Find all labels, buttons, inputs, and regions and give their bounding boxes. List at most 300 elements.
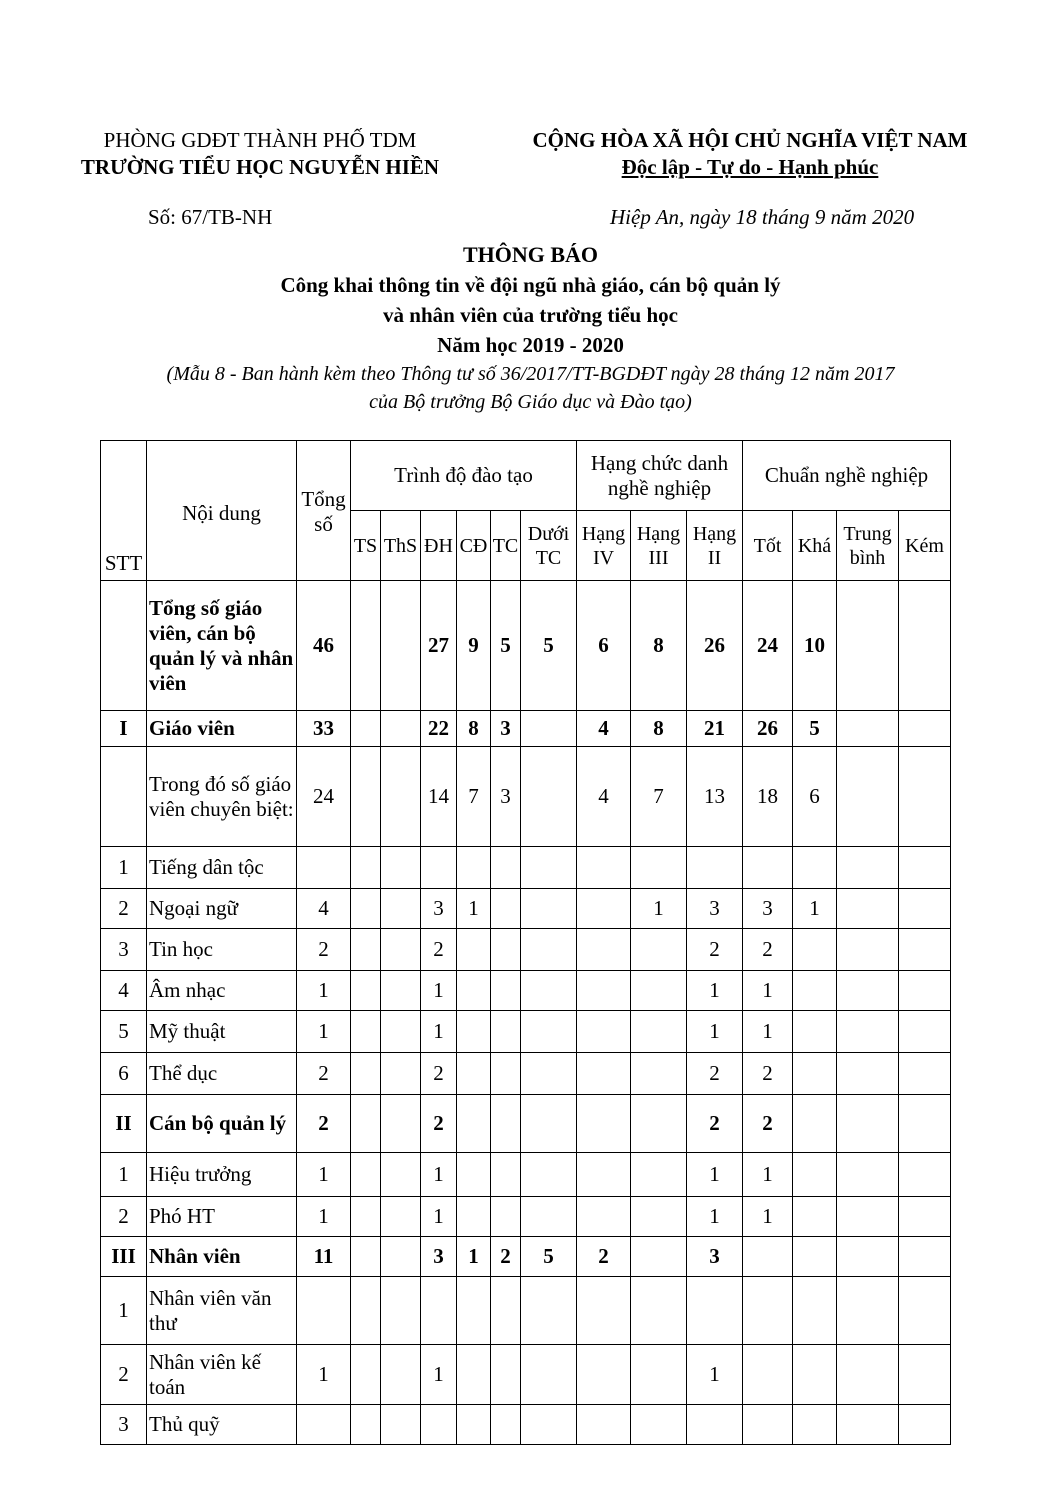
value-cell — [899, 1153, 951, 1197]
value-cell — [837, 1237, 899, 1277]
stt-cell: 6 — [101, 1053, 147, 1095]
table-row — [101, 889, 951, 929]
value-cell: 5 — [491, 581, 521, 711]
subheader-cell: ThS — [381, 511, 421, 581]
content-cell: Mỹ thuật — [147, 1011, 297, 1053]
document-number: Số: 67/TB-NH — [148, 205, 273, 229]
value-cell — [521, 1053, 577, 1095]
table-row — [101, 847, 951, 889]
value-cell: 1 — [743, 1197, 793, 1237]
value-cell — [837, 1053, 899, 1095]
stt-cell: 2 — [101, 889, 147, 929]
value-cell — [457, 1405, 491, 1445]
value-cell: 2 — [297, 1095, 351, 1153]
value-cell: 8 — [457, 711, 491, 747]
value-cell — [577, 929, 631, 971]
value-cell — [381, 711, 421, 747]
value-cell — [297, 1277, 351, 1345]
content-cell: Hiệu trưởng — [147, 1153, 297, 1197]
table-row — [101, 1197, 951, 1237]
value-cell — [351, 847, 381, 889]
subtitle-line-2: và nhân viên của trường tiểu học — [383, 303, 678, 327]
value-cell: 26 — [743, 711, 793, 747]
value-cell: 1 — [687, 1011, 743, 1053]
value-cell — [457, 1153, 491, 1197]
content-cell: Phó HT — [147, 1197, 297, 1237]
header-training: Trình độ đào tạo — [351, 441, 577, 511]
value-cell — [793, 1237, 837, 1277]
table-row — [101, 711, 951, 747]
stt-cell — [101, 581, 147, 711]
value-cell: 21 — [687, 711, 743, 747]
value-cell: 2 — [421, 929, 457, 971]
value-cell — [381, 1277, 421, 1345]
value-cell: 1 — [743, 1153, 793, 1197]
value-cell — [491, 1153, 521, 1197]
value-cell — [351, 971, 381, 1011]
stt-cell: 2 — [101, 1345, 147, 1405]
value-cell — [577, 1053, 631, 1095]
value-cell: 6 — [793, 747, 837, 847]
value-cell — [577, 847, 631, 889]
value-cell — [491, 889, 521, 929]
value-cell — [899, 1197, 951, 1237]
value-cell: 13 — [687, 747, 743, 847]
value-cell: 46 — [297, 581, 351, 711]
value-cell: 26 — [687, 581, 743, 711]
value-cell: 1 — [631, 889, 687, 929]
value-cell: 1 — [743, 971, 793, 1011]
value-cell — [491, 1405, 521, 1445]
value-cell — [381, 1153, 421, 1197]
agency-header — [50, 127, 470, 181]
value-cell — [491, 1277, 521, 1345]
value-cell — [491, 1345, 521, 1405]
value-cell — [743, 1405, 793, 1445]
value-cell: 4 — [577, 747, 631, 847]
value-cell — [793, 1011, 837, 1053]
value-cell: 18 — [743, 747, 793, 847]
table-row — [101, 1095, 951, 1153]
value-cell: 2 — [421, 1095, 457, 1153]
value-cell — [521, 1345, 577, 1405]
header-standard: Chuẩn nghề nghiệp — [743, 441, 951, 511]
content-cell: Tin học — [147, 929, 297, 971]
value-cell — [837, 971, 899, 1011]
value-cell — [577, 1345, 631, 1405]
subheader-cell: Hạng II — [687, 511, 743, 581]
value-cell — [381, 1095, 421, 1153]
value-cell: 4 — [297, 889, 351, 929]
value-cell: 2 — [743, 1095, 793, 1153]
value-cell — [381, 847, 421, 889]
value-cell — [521, 847, 577, 889]
value-cell: 10 — [793, 581, 837, 711]
value-cell — [457, 971, 491, 1011]
content-cell: Thể dục — [147, 1053, 297, 1095]
country-name: CỘNG HÒA XÃ HỘI CHỦ NGHĨA VIỆT NAM — [532, 128, 968, 152]
content-cell: Âm nhạc — [147, 971, 297, 1011]
value-cell — [837, 847, 899, 889]
value-cell: 3 — [421, 1237, 457, 1277]
title-block — [0, 240, 1061, 416]
stt-cell: I — [101, 711, 147, 747]
value-cell: 2 — [297, 1053, 351, 1095]
content-cell: Tiếng dân tộc — [147, 847, 297, 889]
value-cell — [457, 1011, 491, 1053]
value-cell: 1 — [421, 1011, 457, 1053]
table-row — [101, 929, 951, 971]
page-title: THÔNG BÁO — [462, 242, 599, 267]
value-cell: 1 — [687, 1345, 743, 1405]
value-cell — [351, 1011, 381, 1053]
value-cell — [521, 889, 577, 929]
value-cell: 1 — [421, 1153, 457, 1197]
value-cell — [351, 1153, 381, 1197]
value-cell — [351, 711, 381, 747]
value-cell — [837, 1011, 899, 1053]
value-cell: 2 — [687, 1095, 743, 1153]
motto: Độc lập - Tự do - Hạnh phúc — [621, 155, 879, 179]
value-cell: 3 — [491, 747, 521, 847]
value-cell — [351, 1405, 381, 1445]
table-row — [101, 1345, 951, 1405]
value-cell — [631, 1095, 687, 1153]
value-cell — [381, 1197, 421, 1237]
value-cell: 6 — [577, 581, 631, 711]
value-cell: 3 — [743, 889, 793, 929]
value-cell: 3 — [421, 889, 457, 929]
stt-cell: 3 — [101, 929, 147, 971]
value-cell — [631, 1237, 687, 1277]
value-cell — [631, 1053, 687, 1095]
value-cell — [457, 1345, 491, 1405]
value-cell — [837, 1197, 899, 1237]
value-cell: 22 — [421, 711, 457, 747]
value-cell: 2 — [491, 1237, 521, 1277]
value-cell — [899, 1237, 951, 1277]
value-cell — [491, 1011, 521, 1053]
value-cell — [631, 929, 687, 971]
value-cell — [381, 889, 421, 929]
content-cell: Trong đó số giáo viên chuyên biệt: — [147, 747, 297, 847]
value-cell — [631, 847, 687, 889]
value-cell — [631, 1345, 687, 1405]
value-cell: 24 — [297, 747, 351, 847]
value-cell — [491, 847, 521, 889]
value-cell — [899, 1095, 951, 1153]
value-cell — [687, 1405, 743, 1445]
value-cell — [351, 889, 381, 929]
value-cell — [577, 1197, 631, 1237]
value-cell: 1 — [457, 889, 491, 929]
value-cell: 27 — [421, 581, 457, 711]
value-cell — [457, 929, 491, 971]
table-row — [101, 1277, 951, 1345]
value-cell — [793, 1153, 837, 1197]
value-cell — [577, 889, 631, 929]
value-cell — [381, 581, 421, 711]
value-cell: 33 — [297, 711, 351, 747]
value-cell — [457, 1053, 491, 1095]
value-cell — [521, 1277, 577, 1345]
value-cell: 8 — [631, 581, 687, 711]
value-cell — [899, 1053, 951, 1095]
table-row — [101, 581, 951, 711]
value-cell — [631, 1153, 687, 1197]
value-cell: 2 — [743, 1053, 793, 1095]
value-cell — [837, 889, 899, 929]
note-line-2: của Bộ trưởng Bộ Giáo dục và Đào tạo) — [369, 391, 692, 413]
value-cell — [577, 1011, 631, 1053]
value-cell — [521, 1405, 577, 1445]
subheader-cell: ĐH — [421, 511, 457, 581]
value-cell: 2 — [297, 929, 351, 971]
value-cell: 1 — [297, 1197, 351, 1237]
value-cell — [743, 1237, 793, 1277]
value-cell: 11 — [297, 1237, 351, 1277]
stt-cell — [101, 747, 147, 847]
value-cell — [351, 581, 381, 711]
value-cell: 1 — [421, 971, 457, 1011]
value-cell — [631, 1277, 687, 1345]
value-cell: 7 — [631, 747, 687, 847]
value-cell — [793, 1095, 837, 1153]
value-cell — [491, 1197, 521, 1237]
value-cell — [297, 1405, 351, 1445]
value-cell — [457, 847, 491, 889]
value-cell — [837, 1345, 899, 1405]
value-cell — [899, 847, 951, 889]
value-cell — [381, 1011, 421, 1053]
value-cell: 14 — [421, 747, 457, 847]
value-cell — [793, 929, 837, 971]
content-cell: Ngoại ngữ — [147, 889, 297, 929]
stt-cell: 4 — [101, 971, 147, 1011]
value-cell — [577, 1277, 631, 1345]
subheader-cell: Kém — [899, 511, 951, 581]
national-header — [500, 127, 1000, 181]
content-cell: Thủ quỹ — [147, 1405, 297, 1445]
value-cell: 3 — [687, 889, 743, 929]
value-cell — [421, 847, 457, 889]
value-cell — [457, 1277, 491, 1345]
subheader-cell: Khá — [793, 511, 837, 581]
value-cell — [899, 1345, 951, 1405]
value-cell — [297, 847, 351, 889]
staff-table — [100, 440, 951, 1445]
school-name: TRƯỜNG TIỂU HỌC NGUYỄN HIỀN — [80, 155, 440, 179]
value-cell — [837, 1095, 899, 1153]
value-cell: 24 — [743, 581, 793, 711]
value-cell — [351, 1277, 381, 1345]
value-cell: 1 — [297, 971, 351, 1011]
value-cell — [793, 847, 837, 889]
value-cell — [521, 1095, 577, 1153]
value-cell: 1 — [687, 971, 743, 1011]
value-cell — [577, 1405, 631, 1445]
value-cell — [837, 1153, 899, 1197]
value-cell — [457, 1095, 491, 1153]
value-cell — [491, 971, 521, 1011]
value-cell — [837, 1405, 899, 1445]
table-row — [101, 1153, 951, 1197]
value-cell — [351, 1345, 381, 1405]
value-cell — [899, 971, 951, 1011]
value-cell: 7 — [457, 747, 491, 847]
subheader-cell: TC — [491, 511, 521, 581]
table-row — [101, 1053, 951, 1095]
content-cell: Tổng số giáo viên, cán bộ quản lý và nhân viên — [147, 581, 297, 711]
value-cell: 3 — [687, 1237, 743, 1277]
value-cell: 1 — [297, 1345, 351, 1405]
stt-cell: 1 — [101, 1153, 147, 1197]
value-cell — [687, 1277, 743, 1345]
value-cell — [793, 971, 837, 1011]
stt-cell: 2 — [101, 1197, 147, 1237]
value-cell: 5 — [521, 1237, 577, 1277]
table-row — [101, 1011, 951, 1053]
value-cell — [521, 929, 577, 971]
value-cell: 2 — [687, 929, 743, 971]
value-cell — [351, 929, 381, 971]
agency-name: PHÒNG GDĐT THÀNH PHỐ TDM — [103, 128, 417, 152]
value-cell — [457, 1197, 491, 1237]
value-cell — [793, 1405, 837, 1445]
subheader-cell: Hạng III — [631, 511, 687, 581]
value-cell: 5 — [793, 711, 837, 747]
value-cell — [899, 1011, 951, 1053]
table-row — [101, 971, 951, 1011]
value-cell — [899, 747, 951, 847]
value-cell — [631, 1405, 687, 1445]
value-cell — [899, 929, 951, 971]
value-cell — [837, 711, 899, 747]
header-total: Tổng số — [297, 441, 351, 581]
value-cell — [899, 581, 951, 711]
content-cell: Nhân viên kế toán — [147, 1345, 297, 1405]
value-cell — [793, 1197, 837, 1237]
value-cell — [899, 711, 951, 747]
value-cell — [421, 1405, 457, 1445]
value-cell — [521, 711, 577, 747]
stt-cell: 1 — [101, 1277, 147, 1345]
value-cell — [837, 1277, 899, 1345]
value-cell — [421, 1277, 457, 1345]
value-cell — [491, 1053, 521, 1095]
value-cell — [837, 929, 899, 971]
value-cell — [631, 1011, 687, 1053]
value-cell — [521, 1011, 577, 1053]
value-cell: 4 — [577, 711, 631, 747]
content-cell: Giáo viên — [147, 711, 297, 747]
value-cell — [743, 1277, 793, 1345]
value-cell — [793, 1277, 837, 1345]
value-cell — [837, 747, 899, 847]
subheader-cell: TS — [351, 511, 381, 581]
value-cell: 2 — [687, 1053, 743, 1095]
content-cell: Cán bộ quản lý — [147, 1095, 297, 1153]
value-cell — [521, 1153, 577, 1197]
value-cell — [577, 1095, 631, 1153]
value-cell: 1 — [793, 889, 837, 929]
value-cell — [743, 1345, 793, 1405]
stt-cell: II — [101, 1095, 147, 1153]
value-cell — [491, 1095, 521, 1153]
subtitle-line-1: Công khai thông tin về đội ngũ nhà giáo, cán bộ quản lý — [280, 273, 781, 297]
value-cell: 2 — [421, 1053, 457, 1095]
value-cell — [381, 1237, 421, 1277]
value-cell — [381, 929, 421, 971]
value-cell — [899, 1277, 951, 1345]
value-cell — [351, 1095, 381, 1153]
value-cell: 5 — [521, 581, 577, 711]
value-cell — [381, 1053, 421, 1095]
value-cell — [491, 929, 521, 971]
table-row — [101, 1237, 951, 1277]
value-cell — [631, 971, 687, 1011]
value-cell: 2 — [577, 1237, 631, 1277]
school-year: Năm học 2019 - 2020 — [437, 333, 624, 357]
value-cell — [381, 1345, 421, 1405]
value-cell — [381, 747, 421, 847]
value-cell — [837, 581, 899, 711]
stt-cell: 3 — [101, 1405, 147, 1445]
value-cell: 1 — [421, 1345, 457, 1405]
value-cell — [351, 1237, 381, 1277]
value-cell: 1 — [687, 1197, 743, 1237]
value-cell — [351, 747, 381, 847]
value-cell: 3 — [491, 711, 521, 747]
value-cell: 1 — [457, 1237, 491, 1277]
value-cell: 1 — [421, 1197, 457, 1237]
stt-cell: 5 — [101, 1011, 147, 1053]
subheader-cell: Tốt — [743, 511, 793, 581]
value-cell — [899, 1405, 951, 1445]
value-cell — [351, 1053, 381, 1095]
table-row — [101, 1405, 951, 1445]
header-stt: STT — [101, 441, 147, 581]
date-line: Hiệp An, ngày 18 tháng 9 năm 2020 — [610, 205, 915, 229]
stt-cell: 1 — [101, 847, 147, 889]
header-rank: Hạng chức danh nghề nghiệp — [577, 441, 743, 511]
content-cell: Nhân viên văn thư — [147, 1277, 297, 1345]
value-cell — [351, 1197, 381, 1237]
content-cell: Nhân viên — [147, 1237, 297, 1277]
value-cell: 9 — [457, 581, 491, 711]
value-cell: 8 — [631, 711, 687, 747]
subheader-cell: Hạng IV — [577, 511, 631, 581]
subheader-cell: CĐ — [457, 511, 491, 581]
value-cell: 2 — [743, 929, 793, 971]
value-cell — [577, 1153, 631, 1197]
value-cell — [521, 971, 577, 1011]
value-cell: 1 — [297, 1011, 351, 1053]
value-cell — [793, 1053, 837, 1095]
value-cell: 1 — [743, 1011, 793, 1053]
value-cell — [743, 847, 793, 889]
stt-cell: III — [101, 1237, 147, 1277]
value-cell — [521, 1197, 577, 1237]
value-cell — [687, 847, 743, 889]
value-cell — [577, 971, 631, 1011]
table-row — [101, 747, 951, 847]
subheader-cell: Trung bình — [837, 511, 899, 581]
value-cell — [631, 1197, 687, 1237]
value-cell — [793, 1345, 837, 1405]
subheader-cell: Dưới TC — [521, 511, 577, 581]
value-cell: 1 — [297, 1153, 351, 1197]
